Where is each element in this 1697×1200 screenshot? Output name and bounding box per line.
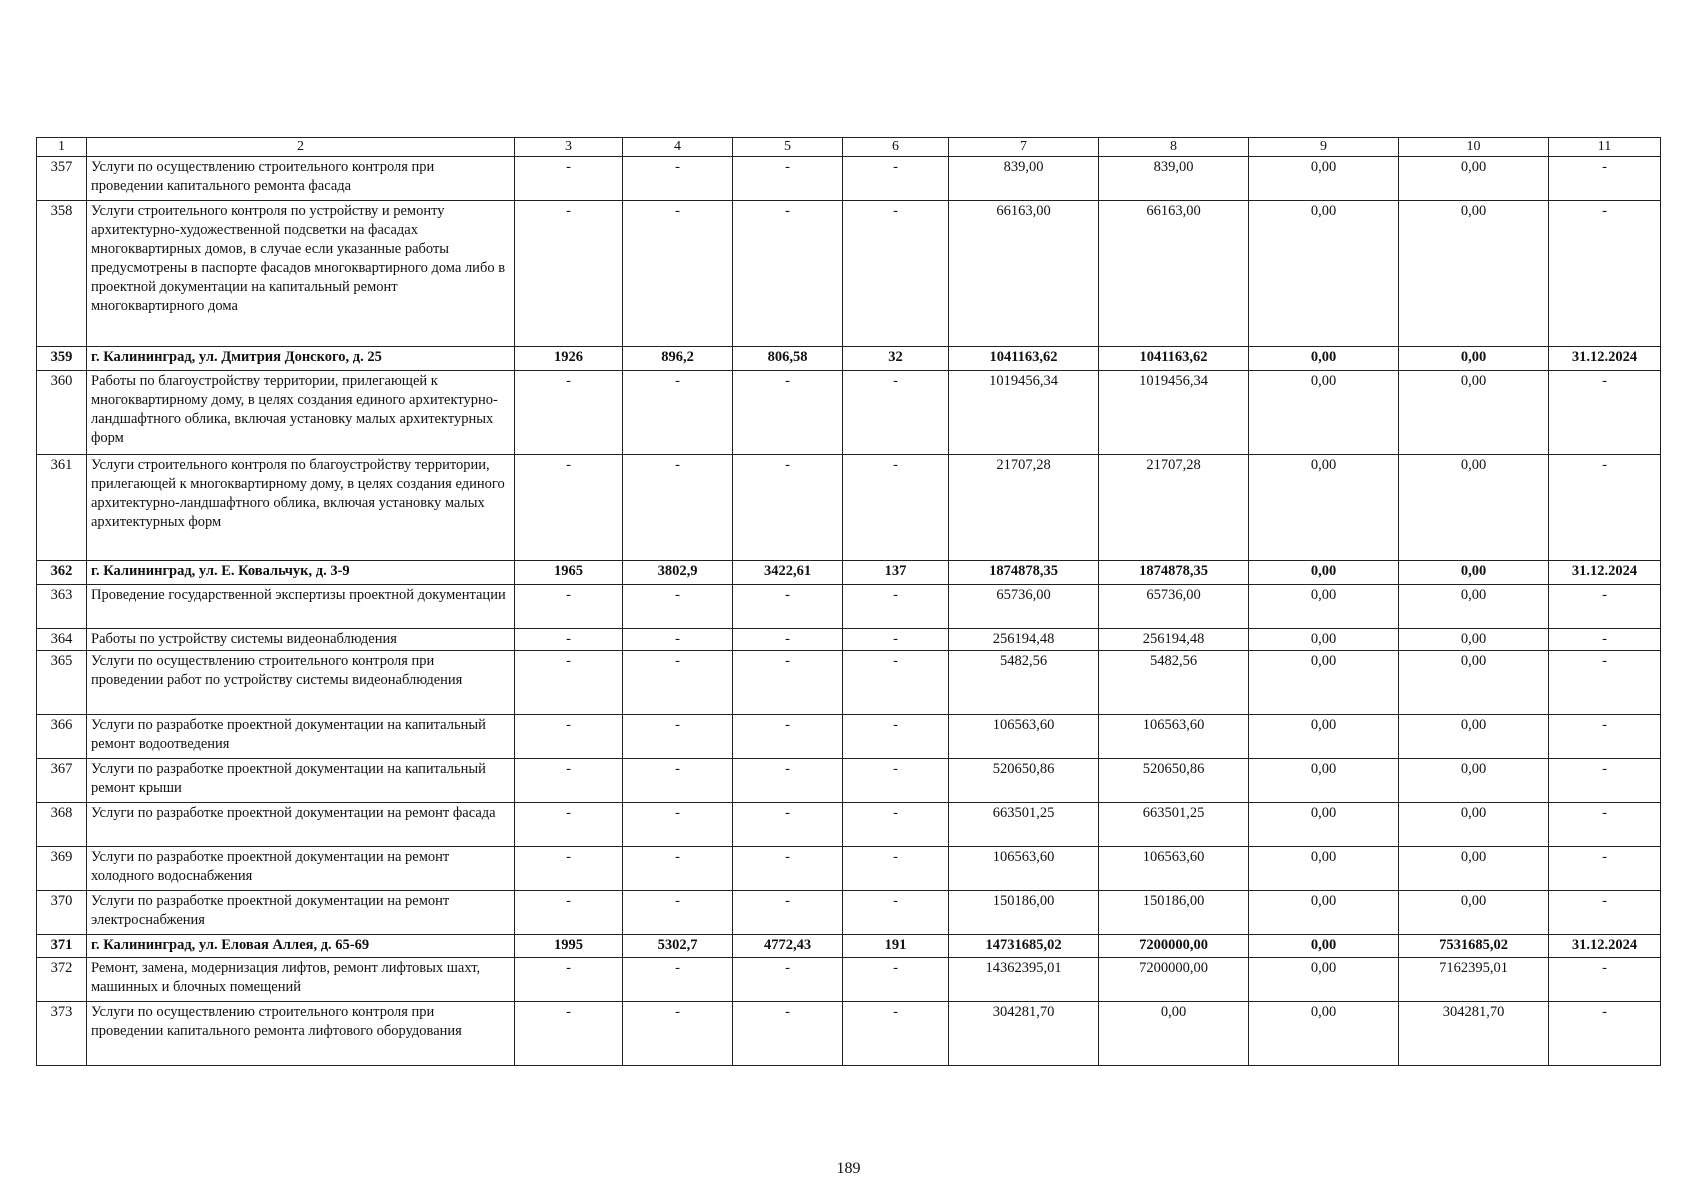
owners-cost-cell: 7531685,02 [1399, 935, 1549, 958]
total-cost-cell: 5482,56 [949, 651, 1099, 715]
row-number-cell: 373 [37, 1002, 87, 1066]
deadline-cell: - [1549, 759, 1661, 803]
address-row [37, 935, 1661, 958]
deadline-cell: - [1549, 715, 1661, 759]
work-item-row [37, 651, 1661, 715]
work-item-row [37, 629, 1661, 651]
column-header: 5 [733, 138, 843, 157]
year-cell: - [515, 201, 623, 347]
area-total-cell: - [623, 629, 733, 651]
area-total-cell: - [623, 455, 733, 561]
budget-cost-cell: 0,00 [1249, 935, 1399, 958]
deadline-cell: - [1549, 891, 1661, 935]
owners-cost-cell: 0,00 [1399, 629, 1549, 651]
deadline-cell: 31.12.2024 [1549, 935, 1661, 958]
residents-cell: - [843, 371, 949, 455]
work-item-row [37, 891, 1661, 935]
description-cell: Услуги по осуществлению строительного контроля при проведении капитального ремонта фасада [87, 157, 515, 201]
work-item-row [37, 585, 1661, 629]
area-total-cell: - [623, 891, 733, 935]
residents-cell: - [843, 455, 949, 561]
work-item-row [37, 201, 1661, 347]
total-cost-cell: 1041163,62 [949, 347, 1099, 371]
row-number-cell: 362 [37, 561, 87, 585]
row-number-cell: 367 [37, 759, 87, 803]
fund-cost-cell: 1019456,34 [1099, 371, 1249, 455]
area-living-cell: - [733, 629, 843, 651]
area-total-cell: - [623, 157, 733, 201]
column-header: 11 [1549, 138, 1661, 157]
row-number-cell: 360 [37, 371, 87, 455]
deadline-cell: - [1549, 651, 1661, 715]
deadline-cell: - [1549, 629, 1661, 651]
deadline-cell: - [1549, 157, 1661, 201]
row-number-cell: 369 [37, 847, 87, 891]
area-living-cell: 4772,43 [733, 935, 843, 958]
description-cell: Услуги строительного контроля по устройству и ремонту архитектурно-художественной подсветки на фасадах многоквартирных домов, в случае если указанные работы предусмотрены в паспорте фасадов многоквартирного дома либо в проектной документации на капитальный ремонт многоквартирного дома [87, 201, 515, 347]
total-cost-cell: 663501,25 [949, 803, 1099, 847]
year-cell: - [515, 651, 623, 715]
area-total-cell: - [623, 585, 733, 629]
deadline-cell: 31.12.2024 [1549, 561, 1661, 585]
area-living-cell: - [733, 585, 843, 629]
work-item-row [37, 157, 1661, 201]
year-cell: - [515, 715, 623, 759]
row-number-cell: 358 [37, 201, 87, 347]
area-total-cell: 3802,9 [623, 561, 733, 585]
description-cell: Услуги строительного контроля по благоустройству территории, прилегающей к многоквартирному дому, в целях создания единого архитектурно-ландшафтного облика, включая установку малых архитектурных форм [87, 455, 515, 561]
total-cost-cell: 14731685,02 [949, 935, 1099, 958]
area-living-cell: - [733, 455, 843, 561]
column-header: 1 [37, 138, 87, 157]
fund-cost-cell: 663501,25 [1099, 803, 1249, 847]
area-total-cell: - [623, 1002, 733, 1066]
residents-cell: - [843, 715, 949, 759]
year-cell: - [515, 157, 623, 201]
description-cell: Услуги по разработке проектной документации на ремонт фасада [87, 803, 515, 847]
year-cell: 1965 [515, 561, 623, 585]
year-cell: 1995 [515, 935, 623, 958]
description-cell: Услуги по разработке проектной документации на ремонт холодного водоснабжения [87, 847, 515, 891]
year-cell: - [515, 585, 623, 629]
fund-cost-cell: 21707,28 [1099, 455, 1249, 561]
area-living-cell: 806,58 [733, 347, 843, 371]
deadline-cell: - [1549, 455, 1661, 561]
fund-cost-cell: 1874878,35 [1099, 561, 1249, 585]
budget-cost-cell: 0,00 [1249, 803, 1399, 847]
fund-cost-cell: 106563,60 [1099, 715, 1249, 759]
total-cost-cell: 839,00 [949, 157, 1099, 201]
area-living-cell: 3422,61 [733, 561, 843, 585]
residents-cell: - [843, 891, 949, 935]
residents-cell: - [843, 201, 949, 347]
description-cell: Работы по благоустройству территории, прилегающей к многоквартирному дому, в целях создания единого архитектурно-ландшафтного облика, включая установку малых архитектурных форм [87, 371, 515, 455]
fund-cost-cell: 520650,86 [1099, 759, 1249, 803]
total-cost-cell: 150186,00 [949, 891, 1099, 935]
year-cell: - [515, 371, 623, 455]
area-living-cell: - [733, 759, 843, 803]
residents-cell: - [843, 958, 949, 1002]
owners-cost-cell: 0,00 [1399, 847, 1549, 891]
budget-cost-cell: 0,00 [1249, 629, 1399, 651]
owners-cost-cell: 0,00 [1399, 201, 1549, 347]
fund-cost-cell: 1041163,62 [1099, 347, 1249, 371]
owners-cost-cell: 0,00 [1399, 651, 1549, 715]
fund-cost-cell: 7200000,00 [1099, 958, 1249, 1002]
description-cell: Услуги по осуществлению строительного контроля при проведении капитального ремонта лифтового оборудования [87, 1002, 515, 1066]
fund-cost-cell: 66163,00 [1099, 201, 1249, 347]
owners-cost-cell: 0,00 [1399, 157, 1549, 201]
area-total-cell: - [623, 803, 733, 847]
residents-cell: - [843, 759, 949, 803]
residents-cell: - [843, 585, 949, 629]
address-row [37, 347, 1661, 371]
area-total-cell: - [623, 371, 733, 455]
description-cell: Проведение государственной экспертизы проектной документации [87, 585, 515, 629]
column-header: 4 [623, 138, 733, 157]
column-header: 7 [949, 138, 1099, 157]
area-living-cell: - [733, 715, 843, 759]
deadline-cell: - [1549, 803, 1661, 847]
total-cost-cell: 65736,00 [949, 585, 1099, 629]
column-header: 8 [1099, 138, 1249, 157]
residents-cell: - [843, 847, 949, 891]
work-item-row [37, 455, 1661, 561]
description-cell: Услуги по разработке проектной документации на капитальный ремонт водоотведения [87, 715, 515, 759]
fund-cost-cell: 256194,48 [1099, 629, 1249, 651]
budget-cost-cell: 0,00 [1249, 891, 1399, 935]
budget-cost-cell: 0,00 [1249, 201, 1399, 347]
year-cell: - [515, 1002, 623, 1066]
budget-cost-cell: 0,00 [1249, 371, 1399, 455]
row-number-cell: 370 [37, 891, 87, 935]
owners-cost-cell: 7162395,01 [1399, 958, 1549, 1002]
description-cell: г. Калининград, ул. Дмитрия Донского, д. 25 [87, 347, 515, 371]
residents-cell: - [843, 629, 949, 651]
fund-cost-cell: 5482,56 [1099, 651, 1249, 715]
area-living-cell: - [733, 157, 843, 201]
register-table-body [37, 138, 1661, 1066]
deadline-cell: - [1549, 1002, 1661, 1066]
year-cell: - [515, 803, 623, 847]
column-header: 10 [1399, 138, 1549, 157]
area-total-cell: - [623, 958, 733, 1002]
area-living-cell: - [733, 958, 843, 1002]
budget-cost-cell: 0,00 [1249, 561, 1399, 585]
work-item-row [37, 847, 1661, 891]
description-cell: Ремонт, замена, модернизация лифтов, ремонт лифтовых шахт, машинных и блочных помещений [87, 958, 515, 1002]
work-item-row [37, 958, 1661, 1002]
owners-cost-cell: 0,00 [1399, 347, 1549, 371]
residents-cell: - [843, 1002, 949, 1066]
column-header: 9 [1249, 138, 1399, 157]
fund-cost-cell: 7200000,00 [1099, 935, 1249, 958]
total-cost-cell: 1874878,35 [949, 561, 1099, 585]
area-living-cell: - [733, 201, 843, 347]
row-number-cell: 365 [37, 651, 87, 715]
row-number-cell: 357 [37, 157, 87, 201]
work-item-row [37, 371, 1661, 455]
row-number-cell: 368 [37, 803, 87, 847]
budget-cost-cell: 0,00 [1249, 1002, 1399, 1066]
year-cell: - [515, 847, 623, 891]
residents-cell: 191 [843, 935, 949, 958]
row-number-cell: 372 [37, 958, 87, 1002]
description-cell: г. Калининград, ул. Еловая Аллея, д. 65-69 [87, 935, 515, 958]
area-living-cell: - [733, 371, 843, 455]
budget-cost-cell: 0,00 [1249, 847, 1399, 891]
fund-cost-cell: 0,00 [1099, 1002, 1249, 1066]
area-total-cell: - [623, 201, 733, 347]
area-living-cell: - [733, 1002, 843, 1066]
area-total-cell: 5302,7 [623, 935, 733, 958]
total-cost-cell: 520650,86 [949, 759, 1099, 803]
year-cell: - [515, 759, 623, 803]
area-total-cell: - [623, 651, 733, 715]
budget-cost-cell: 0,00 [1249, 157, 1399, 201]
row-number-cell: 363 [37, 585, 87, 629]
area-total-cell: - [623, 759, 733, 803]
total-cost-cell: 21707,28 [949, 455, 1099, 561]
owners-cost-cell: 0,00 [1399, 455, 1549, 561]
owners-cost-cell: 0,00 [1399, 561, 1549, 585]
work-item-row [37, 803, 1661, 847]
row-number-cell: 364 [37, 629, 87, 651]
fund-cost-cell: 106563,60 [1099, 847, 1249, 891]
total-cost-cell: 14362395,01 [949, 958, 1099, 1002]
deadline-cell: 31.12.2024 [1549, 347, 1661, 371]
area-living-cell: - [733, 891, 843, 935]
register-table [36, 137, 1661, 1066]
deadline-cell: - [1549, 585, 1661, 629]
residents-cell: 137 [843, 561, 949, 585]
residents-cell: - [843, 651, 949, 715]
owners-cost-cell: 0,00 [1399, 891, 1549, 935]
column-header: 6 [843, 138, 949, 157]
area-living-cell: - [733, 651, 843, 715]
description-cell: Услуги по разработке проектной документации на ремонт электроснабжения [87, 891, 515, 935]
work-item-row [37, 1002, 1661, 1066]
year-cell: - [515, 958, 623, 1002]
budget-cost-cell: 0,00 [1249, 651, 1399, 715]
row-number-cell: 371 [37, 935, 87, 958]
area-living-cell: - [733, 803, 843, 847]
row-number-cell: 361 [37, 455, 87, 561]
work-item-row [37, 715, 1661, 759]
address-row [37, 561, 1661, 585]
work-item-row [37, 759, 1661, 803]
total-cost-cell: 304281,70 [949, 1002, 1099, 1066]
year-cell: - [515, 891, 623, 935]
budget-cost-cell: 0,00 [1249, 585, 1399, 629]
total-cost-cell: 66163,00 [949, 201, 1099, 347]
residents-cell: - [843, 803, 949, 847]
row-number-cell: 366 [37, 715, 87, 759]
owners-cost-cell: 304281,70 [1399, 1002, 1549, 1066]
owners-cost-cell: 0,00 [1399, 585, 1549, 629]
residents-cell: - [843, 157, 949, 201]
fund-cost-cell: 150186,00 [1099, 891, 1249, 935]
budget-cost-cell: 0,00 [1249, 455, 1399, 561]
total-cost-cell: 106563,60 [949, 715, 1099, 759]
owners-cost-cell: 0,00 [1399, 371, 1549, 455]
row-number-cell: 359 [37, 347, 87, 371]
deadline-cell: - [1549, 847, 1661, 891]
column-number-header-row [37, 138, 1661, 157]
area-total-cell: 896,2 [623, 347, 733, 371]
register-table-container [36, 137, 1660, 1066]
year-cell: - [515, 629, 623, 651]
owners-cost-cell: 0,00 [1399, 715, 1549, 759]
deadline-cell: - [1549, 201, 1661, 347]
description-cell: Услуги по осуществлению строительного контроля при проведении работ по устройству системы видеонаблюдения [87, 651, 515, 715]
column-header: 2 [87, 138, 515, 157]
year-cell: - [515, 455, 623, 561]
total-cost-cell: 256194,48 [949, 629, 1099, 651]
total-cost-cell: 106563,60 [949, 847, 1099, 891]
description-cell: Услуги по разработке проектной документации на капитальный ремонт крыши [87, 759, 515, 803]
area-living-cell: - [733, 847, 843, 891]
deadline-cell: - [1549, 958, 1661, 1002]
page-number: 189 [836, 1160, 861, 1177]
budget-cost-cell: 0,00 [1249, 958, 1399, 1002]
description-cell: г. Калининград, ул. Е. Ковальчук, д. 3-9 [87, 561, 515, 585]
owners-cost-cell: 0,00 [1399, 759, 1549, 803]
fund-cost-cell: 839,00 [1099, 157, 1249, 201]
budget-cost-cell: 0,00 [1249, 347, 1399, 371]
budget-cost-cell: 0,00 [1249, 759, 1399, 803]
area-total-cell: - [623, 847, 733, 891]
total-cost-cell: 1019456,34 [949, 371, 1099, 455]
fund-cost-cell: 65736,00 [1099, 585, 1249, 629]
description-cell: Работы по устройству системы видеонаблюдения [87, 629, 515, 651]
owners-cost-cell: 0,00 [1399, 803, 1549, 847]
area-total-cell: - [623, 715, 733, 759]
residents-cell: 32 [843, 347, 949, 371]
year-cell: 1926 [515, 347, 623, 371]
deadline-cell: - [1549, 371, 1661, 455]
budget-cost-cell: 0,00 [1249, 715, 1399, 759]
column-header: 3 [515, 138, 623, 157]
